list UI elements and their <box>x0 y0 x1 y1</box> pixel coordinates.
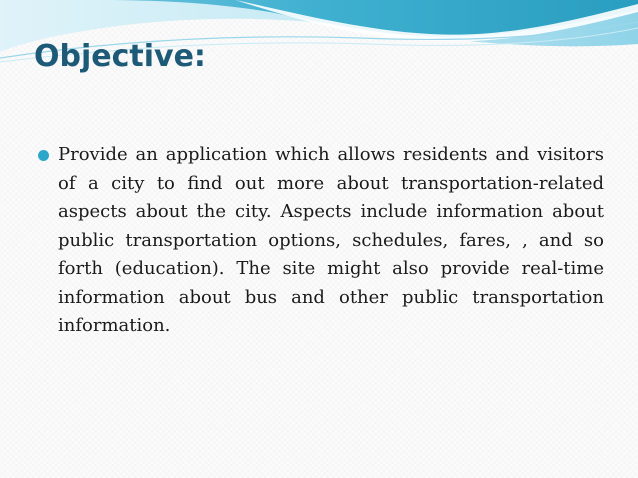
bullet-text: Provide an application which allows residents and visitors of a city to find out more about transportation-related aspects about the city. Aspects include information about public transportation options, schedules, fares, , and so forth (education). The site might also provide real-time information about bus and other public transportation information. <box>58 144 604 336</box>
bullet-item <box>38 141 604 341</box>
bullet-dot-icon <box>38 150 49 161</box>
slide-title: Objective: <box>34 39 206 74</box>
